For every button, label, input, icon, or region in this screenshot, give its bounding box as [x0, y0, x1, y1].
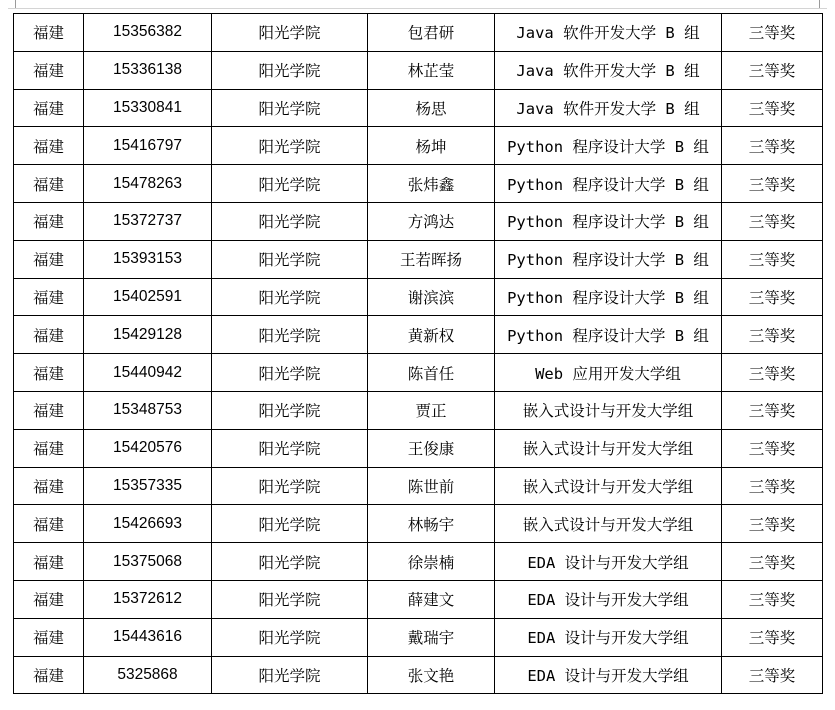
school-cell: 阳光学院	[212, 580, 368, 618]
ticket-id-cell: 15372737	[84, 202, 212, 240]
category-cell: 嵌入式设计与开发大学组	[495, 467, 722, 505]
award-cell: 三等奖	[722, 202, 823, 240]
province-cell: 福建	[14, 580, 84, 618]
province-cell: 福建	[14, 505, 84, 543]
category-cell: Python 程序设计大学 B 组	[495, 278, 722, 316]
province-cell: 福建	[14, 656, 84, 694]
province-cell: 福建	[14, 165, 84, 203]
award-cell: 三等奖	[722, 14, 823, 52]
category-cell: 嵌入式设计与开发大学组	[495, 391, 722, 429]
table-row	[14, 656, 823, 694]
province-cell: 福建	[14, 467, 84, 505]
table-row	[14, 278, 823, 316]
table-row	[14, 240, 823, 278]
category-cell: EDA 设计与开发大学组	[495, 543, 722, 581]
province-cell: 福建	[14, 618, 84, 656]
category-cell: Python 程序设计大学 B 组	[495, 127, 722, 165]
student-name-cell: 黄新权	[368, 316, 495, 354]
province-cell: 福建	[14, 14, 84, 52]
school-cell: 阳光学院	[212, 202, 368, 240]
province-cell: 福建	[14, 89, 84, 127]
ticket-id-cell: 15336138	[84, 51, 212, 89]
province-cell: 福建	[14, 543, 84, 581]
ticket-id-cell: 15348753	[84, 391, 212, 429]
category-cell: Python 程序设计大学 B 组	[495, 240, 722, 278]
student-name-cell: 杨思	[368, 89, 495, 127]
award-cell: 三等奖	[722, 165, 823, 203]
category-cell: Java 软件开发大学 B 组	[495, 14, 722, 52]
award-cell: 三等奖	[722, 89, 823, 127]
ticket-id-cell: 15420576	[84, 429, 212, 467]
award-results-table	[13, 13, 823, 694]
school-cell: 阳光学院	[212, 656, 368, 694]
ticket-id-cell: 5325868	[84, 656, 212, 694]
student-name-cell: 林芷莹	[368, 51, 495, 89]
award-cell: 三等奖	[722, 505, 823, 543]
ticket-id-cell: 15426693	[84, 505, 212, 543]
table-row	[14, 505, 823, 543]
award-cell: 三等奖	[722, 656, 823, 694]
category-cell: Java 软件开发大学 B 组	[495, 51, 722, 89]
category-cell: EDA 设计与开发大学组	[495, 656, 722, 694]
table-row	[14, 543, 823, 581]
province-cell: 福建	[14, 316, 84, 354]
table-row	[14, 391, 823, 429]
award-cell: 三等奖	[722, 580, 823, 618]
ticket-id-cell: 15372612	[84, 580, 212, 618]
school-cell: 阳光学院	[212, 505, 368, 543]
table-row	[14, 429, 823, 467]
school-cell: 阳光学院	[212, 391, 368, 429]
student-name-cell: 张文艳	[368, 656, 495, 694]
province-cell: 福建	[14, 354, 84, 392]
award-cell: 三等奖	[722, 278, 823, 316]
table-row	[14, 580, 823, 618]
student-name-cell: 张炜鑫	[368, 165, 495, 203]
school-cell: 阳光学院	[212, 89, 368, 127]
province-cell: 福建	[14, 202, 84, 240]
ticket-id-cell: 15478263	[84, 165, 212, 203]
province-cell: 福建	[14, 278, 84, 316]
table-row	[14, 354, 823, 392]
table-row	[14, 618, 823, 656]
category-cell: EDA 设计与开发大学组	[495, 580, 722, 618]
student-name-cell: 林畅宇	[368, 505, 495, 543]
ticket-id-cell: 15357335	[84, 467, 212, 505]
category-cell: Python 程序设计大学 B 组	[495, 202, 722, 240]
student-name-cell: 王俊康	[368, 429, 495, 467]
student-name-cell: 王若晖扬	[368, 240, 495, 278]
student-name-cell: 戴瑞宇	[368, 618, 495, 656]
table-row	[14, 51, 823, 89]
category-cell: Python 程序设计大学 B 组	[495, 165, 722, 203]
award-cell: 三等奖	[722, 127, 823, 165]
category-cell: EDA 设计与开发大学组	[495, 618, 722, 656]
school-cell: 阳光学院	[212, 618, 368, 656]
category-cell: 嵌入式设计与开发大学组	[495, 505, 722, 543]
category-cell: Java 软件开发大学 B 组	[495, 89, 722, 127]
award-cell: 三等奖	[722, 391, 823, 429]
award-cell: 三等奖	[722, 543, 823, 581]
table-row	[14, 89, 823, 127]
ticket-id-cell: 15393153	[84, 240, 212, 278]
ticket-id-cell: 15375068	[84, 543, 212, 581]
award-cell: 三等奖	[722, 429, 823, 467]
province-cell: 福建	[14, 391, 84, 429]
school-cell: 阳光学院	[212, 165, 368, 203]
page-corner-mark-right	[819, 0, 832, 8]
ticket-id-cell: 15402591	[84, 278, 212, 316]
page-corner-mark-left	[3, 0, 16, 8]
school-cell: 阳光学院	[212, 316, 368, 354]
province-cell: 福建	[14, 51, 84, 89]
school-cell: 阳光学院	[212, 51, 368, 89]
province-cell: 福建	[14, 127, 84, 165]
school-cell: 阳光学院	[212, 127, 368, 165]
ticket-id-cell: 15330841	[84, 89, 212, 127]
page-margin-line	[8, 8, 827, 9]
student-name-cell: 杨坤	[368, 127, 495, 165]
award-cell: 三等奖	[722, 467, 823, 505]
ticket-id-cell: 15443616	[84, 618, 212, 656]
award-cell: 三等奖	[722, 316, 823, 354]
ticket-id-cell: 15416797	[84, 127, 212, 165]
student-name-cell: 贾正	[368, 391, 495, 429]
ticket-id-cell: 15429128	[84, 316, 212, 354]
table-body	[14, 14, 823, 694]
table-row	[14, 14, 823, 52]
student-name-cell: 薛建文	[368, 580, 495, 618]
table-row	[14, 165, 823, 203]
province-cell: 福建	[14, 240, 84, 278]
table-row	[14, 467, 823, 505]
category-cell: 嵌入式设计与开发大学组	[495, 429, 722, 467]
category-cell: Python 程序设计大学 B 组	[495, 316, 722, 354]
award-cell: 三等奖	[722, 618, 823, 656]
student-name-cell: 徐崇楠	[368, 543, 495, 581]
table-row	[14, 127, 823, 165]
school-cell: 阳光学院	[212, 543, 368, 581]
student-name-cell: 谢滨滨	[368, 278, 495, 316]
school-cell: 阳光学院	[212, 14, 368, 52]
category-cell: Web 应用开发大学组	[495, 354, 722, 392]
province-cell: 福建	[14, 429, 84, 467]
ticket-id-cell: 15440942	[84, 354, 212, 392]
student-name-cell: 方鸿达	[368, 202, 495, 240]
school-cell: 阳光学院	[212, 240, 368, 278]
school-cell: 阳光学院	[212, 467, 368, 505]
school-cell: 阳光学院	[212, 354, 368, 392]
table-row	[14, 316, 823, 354]
student-name-cell: 包君研	[368, 14, 495, 52]
student-name-cell: 陈世前	[368, 467, 495, 505]
student-name-cell: 陈首任	[368, 354, 495, 392]
award-cell: 三等奖	[722, 240, 823, 278]
school-cell: 阳光学院	[212, 278, 368, 316]
award-cell: 三等奖	[722, 51, 823, 89]
table-row	[14, 202, 823, 240]
award-cell: 三等奖	[722, 354, 823, 392]
school-cell: 阳光学院	[212, 429, 368, 467]
ticket-id-cell: 15356382	[84, 14, 212, 52]
